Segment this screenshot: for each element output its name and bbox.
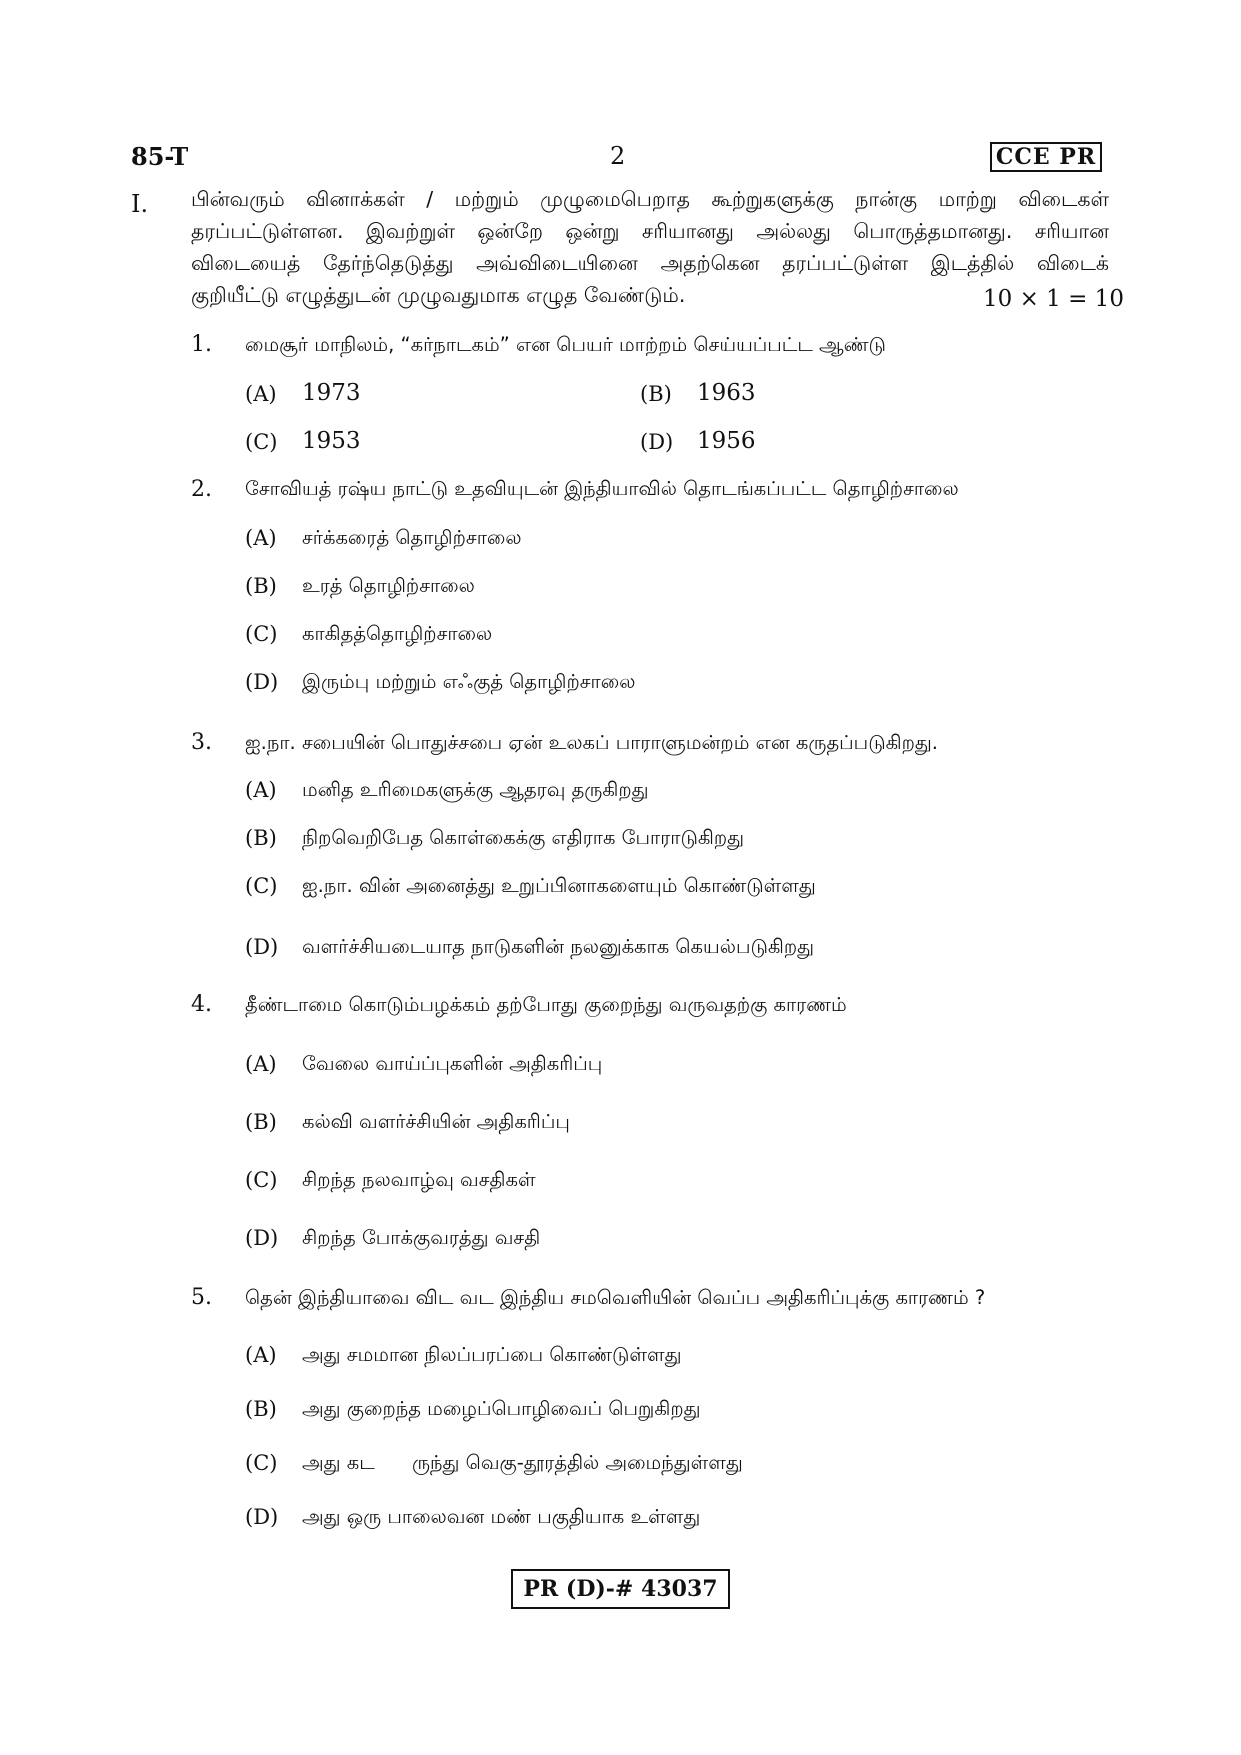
option-text: கல்வி வளர்ச்சியின் அதிகரிப்பு bbox=[302, 1110, 570, 1133]
section-marks: 10 × 1 = 10 bbox=[983, 286, 1124, 312]
paper-code: 85-T bbox=[131, 142, 189, 171]
option-text: 1953 bbox=[302, 428, 361, 454]
question-text: மைசூர் மாநிலம், “கர்நாடகம்” என பெயர் மாற்றம் செய்யப்பட்ட ஆண்டு bbox=[245, 333, 886, 356]
option-label: (D) bbox=[245, 670, 279, 694]
option-label: (C) bbox=[245, 1168, 278, 1192]
option-label: (C) bbox=[245, 874, 278, 898]
option-label: (A) bbox=[245, 1052, 277, 1076]
option-label: (B) bbox=[245, 574, 277, 598]
option-label: (A) bbox=[245, 526, 277, 550]
instruction-line: குறியீட்டு எழுத்துடன் முழுவதுமாக எழுத வேண்டும். bbox=[191, 283, 686, 307]
section-instructions bbox=[191, 183, 1109, 311]
question-text: ஐ.நா. சபையின் பொதுச்சபை ஏன் உலகப் பாராளுமன்றம் என கருதப்படுகிறது. bbox=[245, 731, 938, 754]
option-label: (D) bbox=[245, 1505, 279, 1529]
option-label: (A) bbox=[245, 382, 277, 406]
option-label: (C) bbox=[245, 622, 278, 646]
section-number: I. bbox=[131, 190, 149, 218]
option-text: ஐ.நா. வின் அனைத்து உறுப்பினாகளையும் கொண்டுள்ளது bbox=[302, 874, 816, 897]
option-text: இரும்பு மற்றும் எஃகுத் தொழிற்சாலை bbox=[302, 670, 636, 693]
option-text: உரத் தொழிற்சாலை bbox=[302, 574, 475, 597]
question-text: சோவியத் ரஷ்ய நாட்டு உதவியுடன் இந்தியாவில் தொடங்கப்பட்ட தொழிற்சாலை bbox=[245, 477, 959, 500]
question-number: 4. bbox=[191, 992, 212, 1017]
stream-box: CCE PR bbox=[990, 142, 1102, 172]
option-text: சிறந்த நலவாழ்வு வசதிகள் bbox=[302, 1168, 536, 1191]
footer-code-box: PR (D)-# 43037 bbox=[511, 1569, 730, 1609]
option-label: (B) bbox=[245, 1110, 277, 1134]
option-label: (C) bbox=[245, 430, 278, 454]
option-label: (D) bbox=[245, 1226, 279, 1250]
option-text: வளர்ச்சியடையாத நாடுகளின் நலனுக்காக கெயல்படுகிறது bbox=[302, 935, 815, 958]
question-number: 1. bbox=[191, 332, 212, 357]
option-text: காகிதத்தொழிற்சாலை bbox=[302, 622, 493, 645]
option-label: (A) bbox=[245, 1343, 277, 1367]
question-number: 3. bbox=[191, 730, 212, 755]
instruction-line: பின்வரும் வினாக்கள் / மற்றும் முழுமைபெறாத கூற்றுகளுக்கு நான்கு மாற்று விடைகள் bbox=[191, 187, 1109, 211]
option-text: அது ஒரு பாலைவன மண் பகுதியாக உள்ளது bbox=[302, 1505, 701, 1528]
option-text: அது குறைந்த மழைப்பொழிவைப் பெறுகிறது bbox=[302, 1397, 701, 1420]
option-text: 1956 bbox=[697, 428, 756, 454]
option-text: 1963 bbox=[697, 380, 756, 406]
question-number: 5. bbox=[191, 1285, 212, 1310]
page-number: 2 bbox=[610, 142, 626, 170]
option-label: (B) bbox=[245, 1397, 277, 1421]
option-text: அது கட ருந்து வெகு-தூரத்தில் அமைந்துள்ளது bbox=[302, 1451, 743, 1474]
option-label: (B) bbox=[245, 826, 277, 850]
option-text: அது சமமான நிலப்பரப்பை கொண்டுள்ளது bbox=[302, 1343, 682, 1366]
instruction-line: தரப்பட்டுள்ளன. இவற்றுள் ஒன்றே ஒன்று சரியானது அல்லது பொருத்தமானது. சரியான bbox=[191, 219, 1109, 243]
option-text: மனித உரிமைகளுக்கு ஆதரவு தருகிறது bbox=[302, 778, 649, 801]
option-label: (C) bbox=[245, 1451, 278, 1475]
option-text: சர்க்கரைத் தொழிற்சாலை bbox=[302, 526, 522, 549]
option-label: (D) bbox=[245, 935, 279, 959]
question-text: தீண்டாமை கொடும்பழக்கம் தற்போது குறைந்து வருவதற்கு காரணம் bbox=[245, 993, 847, 1016]
option-text: 1973 bbox=[302, 380, 361, 406]
option-text: வேலை வாய்ப்புகளின் அதிகரிப்பு bbox=[302, 1052, 603, 1075]
option-label: (A) bbox=[245, 778, 277, 802]
question-number: 2. bbox=[191, 477, 212, 502]
instruction-line: விடையைத் தேர்ந்தெடுத்து அவ்விடையினை அதற்கென தரப்பட்டுள்ள இடத்தில் விடைக் bbox=[191, 251, 1109, 275]
option-text: நிறவெறிபேத கொள்கைக்கு எதிராக போராடுகிறது bbox=[302, 826, 745, 849]
question-text: தென் இந்தியாவை விட வட இந்திய சமவெளியின் வெப்ப அதிகரிப்புக்கு காரணம் ? bbox=[245, 1286, 986, 1309]
option-text: சிறந்த போக்குவரத்து வசதி bbox=[302, 1226, 541, 1249]
option-label: (D) bbox=[640, 430, 674, 454]
option-label: (B) bbox=[640, 382, 672, 406]
